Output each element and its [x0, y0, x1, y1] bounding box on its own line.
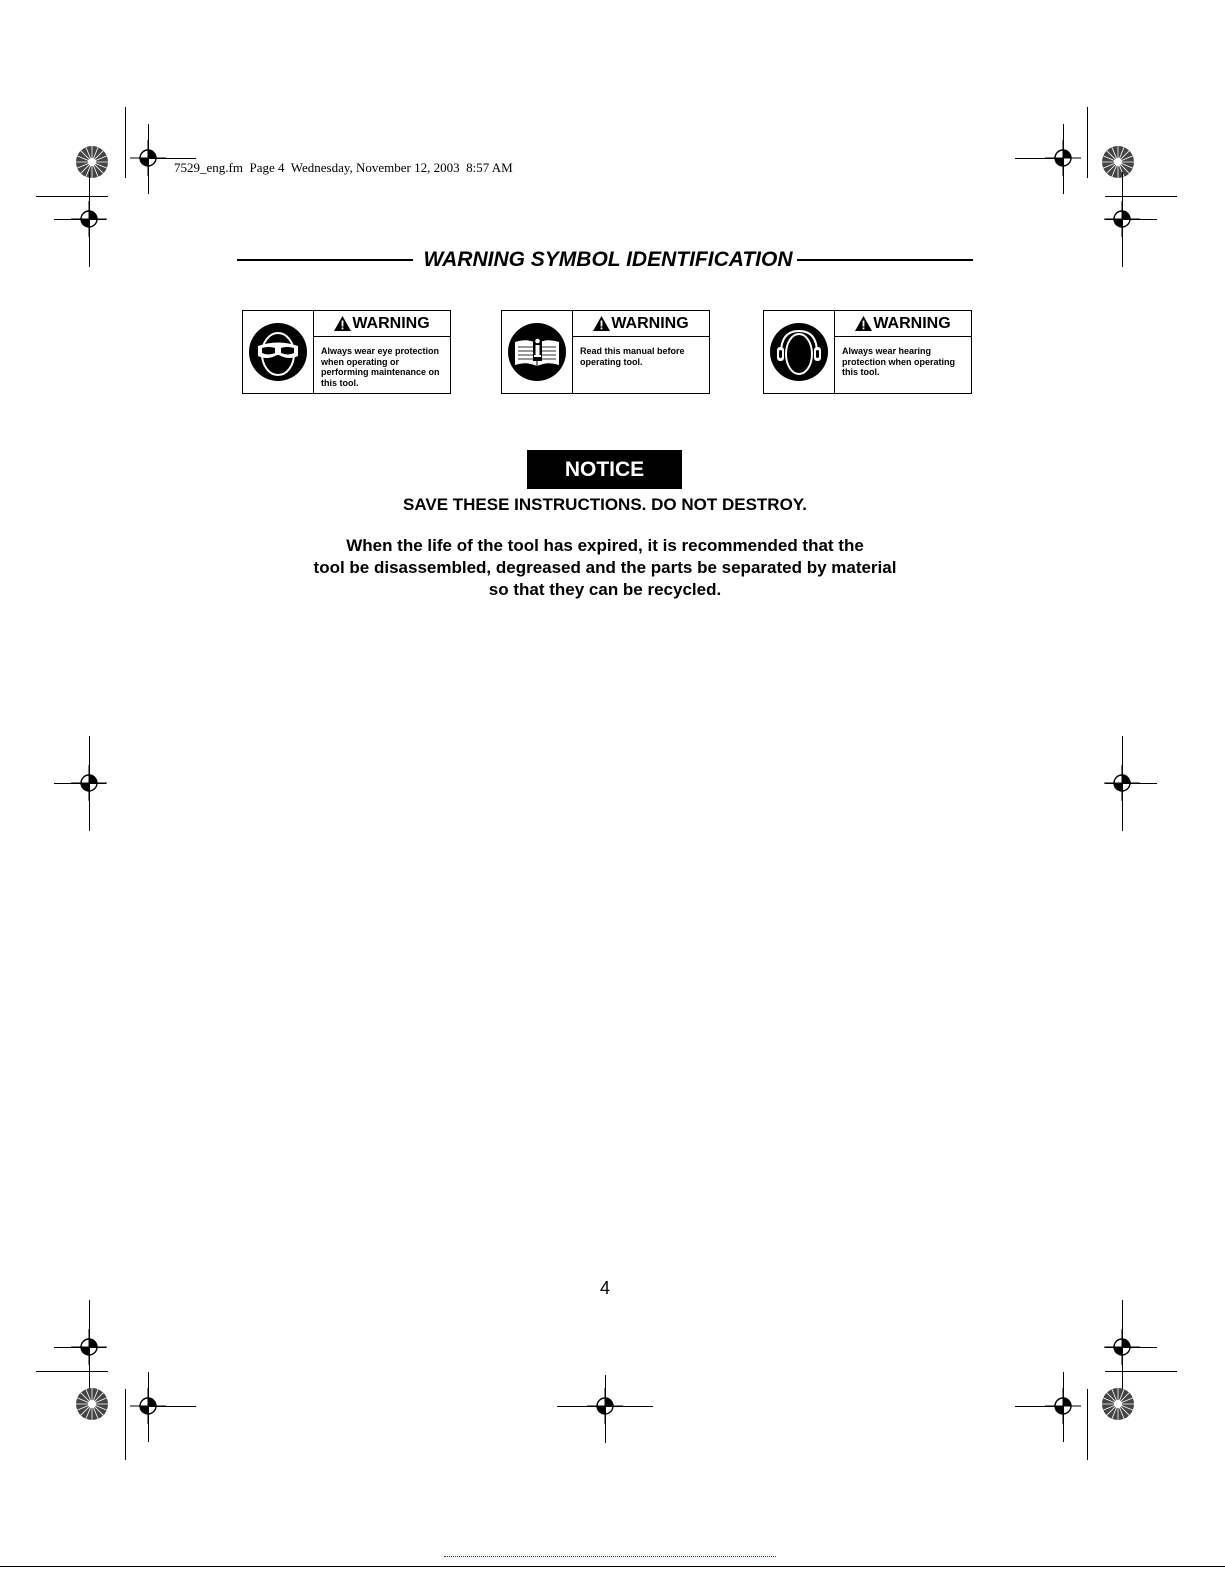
notice-badge: NOTICE — [528, 451, 681, 488]
safety-goggles-icon — [249, 323, 307, 381]
crop-line — [125, 107, 126, 178]
crop-line — [148, 1406, 196, 1407]
crop-line — [1105, 1347, 1157, 1348]
warning-message: Always wear hearing protection when operating this tool. — [842, 346, 956, 377]
warning-symbol-cell — [502, 311, 573, 393]
crop-line — [148, 1372, 149, 1442]
warning-symbol-cell — [243, 311, 314, 393]
crop-line — [1063, 1372, 1064, 1442]
recycle-line: When the life of the tool has expired, it is recommended that the — [346, 536, 864, 555]
crop-line — [125, 1389, 126, 1460]
crop-line — [54, 1347, 106, 1348]
crop-line — [1105, 1371, 1177, 1372]
read-manual-icon — [508, 323, 566, 381]
file-info-header: 7529_eng.fm Page 4 Wednesday, November 12, 2003 8:57 AM — [174, 160, 513, 175]
crop-line — [1087, 107, 1088, 178]
warning-header — [835, 311, 971, 337]
warning-triangle-icon — [855, 316, 872, 331]
color-bar-star-icon — [1101, 1387, 1135, 1421]
warning-message: Always wear eye protection when operating or performing maintenance on this tool. — [321, 346, 440, 388]
warning-label: WARNING — [611, 314, 689, 332]
crop-line — [1015, 158, 1063, 159]
crop-line — [36, 196, 108, 197]
hearing-protection-icon — [770, 323, 828, 381]
title-rule-right — [797, 259, 973, 261]
crop-line — [1015, 1406, 1063, 1407]
warning-header — [573, 311, 709, 337]
warning-triangle-icon — [334, 316, 351, 331]
warning-label-eye-protection — [242, 310, 451, 394]
warning-symbol-cell — [764, 311, 835, 393]
crop-line — [1087, 1389, 1088, 1460]
crop-line — [36, 1371, 108, 1372]
crop-line — [1063, 124, 1064, 194]
warning-label: WARNING — [873, 314, 951, 332]
warning-label-hearing-protection — [763, 310, 972, 394]
crop-line — [1105, 196, 1177, 197]
crop-line — [1105, 219, 1157, 220]
recycle-line: tool be disassembled, degreased and the parts be separated by material — [313, 558, 897, 577]
crop-line — [1105, 783, 1157, 784]
crop-line — [148, 158, 196, 159]
dotted-rule — [444, 1556, 776, 1557]
warning-header — [314, 311, 450, 337]
section-title — [237, 245, 973, 275]
page-number: 4 — [599, 1278, 610, 1298]
color-bar-star-icon — [1101, 145, 1135, 179]
save-instructions-text: SAVE THESE INSTRUCTIONS. DO NOT DESTROY. — [403, 495, 807, 514]
recycle-paragraph — [0, 535, 1210, 601]
color-bar-star-icon — [75, 1387, 109, 1421]
title-rule-left — [237, 259, 413, 261]
warning-message: Read this manual before operating tool. — [580, 346, 685, 367]
warning-label-read-manual — [501, 310, 710, 394]
color-bar-star-icon — [75, 145, 109, 179]
recycle-line: so that they can be recycled. — [488, 580, 722, 599]
crop-line — [54, 219, 106, 220]
crop-line — [54, 783, 106, 784]
crop-line — [148, 124, 149, 194]
warning-label: WARNING — [352, 314, 430, 332]
crop-line — [605, 1375, 606, 1443]
warning-triangle-icon — [593, 316, 610, 331]
bottom-rule — [0, 1566, 1225, 1567]
section-title-text: WARNING SYMBOL IDENTIFICATION — [423, 248, 793, 271]
